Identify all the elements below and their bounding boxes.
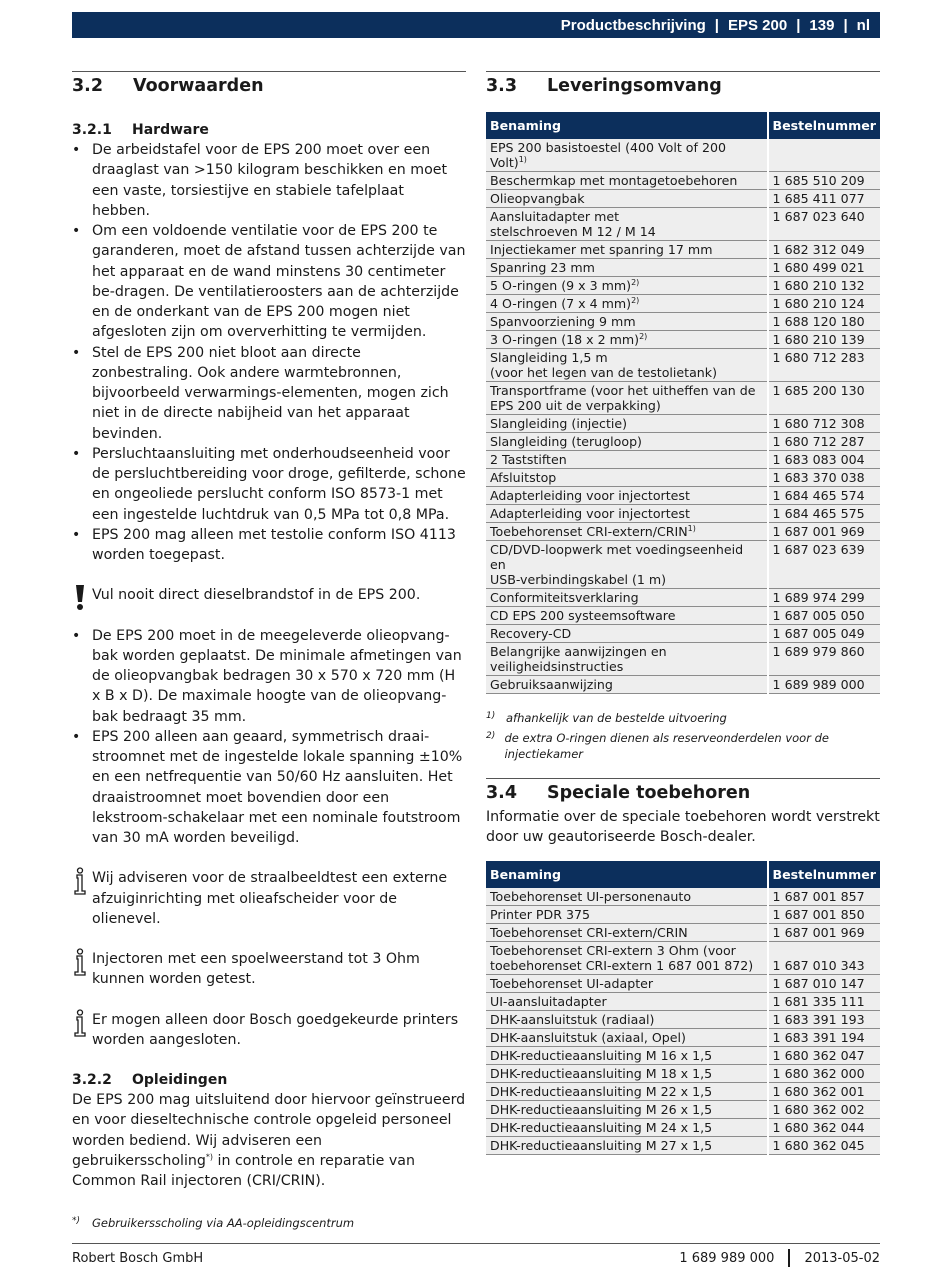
item-name-cell	[486, 241, 768, 259]
item-name: Gebruiksaanwijzing	[490, 677, 613, 692]
item-name: Adapterleiding voor injectortest	[490, 506, 690, 521]
item-name: Recovery-CD	[490, 626, 572, 641]
table-row	[486, 941, 880, 974]
order-number: 1 687 023 640	[768, 208, 880, 241]
item-name-cell	[486, 469, 768, 487]
item-name-cell	[486, 433, 768, 451]
column-header-name: Benaming	[486, 861, 768, 888]
item-name-cell	[486, 1082, 768, 1100]
item-name: Toebehorenset CRI-extern/CRIN	[490, 924, 688, 940]
order-number: 1 683 370 038	[768, 469, 880, 487]
footer-separator	[788, 1249, 790, 1267]
table-row	[486, 259, 880, 277]
list-item: • Om een voldoende ventilatie voor de EPS 200 te garanderen, moet de afstand tussen achterzijde van het apparaat en de wand minstens 30 centimeter be-dragen. De ventilatieroosters aan de achterzijde en de onderkant van de EPS 200 mogen niet afgesloten zijn om oververhitting te vermijden.	[72, 221, 466, 343]
item-name-cell	[486, 277, 768, 295]
item-name: 3 O-ringen (18 x 2 mm)	[490, 332, 640, 347]
subsection-heading-3-2-1	[72, 122, 466, 140]
order-number: 1 687 010 147	[768, 974, 880, 992]
info-text: Wij adviseren voor de straalbeeldtest een externe afzuiginrichting met olieafscheider voor de olienevel.	[92, 870, 448, 927]
order-number: 1 687 001 850	[768, 905, 880, 923]
header-product: EPS 200	[728, 16, 788, 34]
item-name-cell	[486, 607, 768, 625]
order-number: 1 684 465 575	[768, 505, 880, 523]
footnote-marker: *)	[72, 1216, 81, 1227]
item-name: DHK-aansluitstuk (axiaal, Opel)	[490, 1029, 686, 1045]
order-number: 1 689 989 000	[768, 676, 880, 694]
item-name: Belangrijke aanwijzingen en	[490, 644, 667, 659]
order-number: 1 689 979 860	[768, 643, 880, 676]
accessories-table-body	[486, 888, 880, 1155]
order-number	[768, 139, 880, 172]
item-name: 4 O-ringen (7 x 4 mm)	[490, 296, 632, 311]
table-row	[486, 523, 880, 541]
item-name-cell	[486, 541, 768, 589]
training-text: De EPS 200 mag uitsluitend door hiervoor geïnstrueerd en voor dieseltechnische controle opgeleid personeel worden bediend. Wij adviseren een gebruikersscholing	[72, 1092, 466, 1169]
table-row	[486, 643, 880, 676]
order-number: 1 680 210 124	[768, 295, 880, 313]
table-row	[486, 1118, 880, 1136]
header-separator: |	[796, 16, 801, 34]
subsection-number: 3.2.1	[72, 122, 112, 138]
order-number: 1 680 712 308	[768, 415, 880, 433]
order-number: 1 688 120 180	[768, 313, 880, 331]
order-number: 1 684 465 574	[768, 487, 880, 505]
footnote-marker: 2)	[631, 277, 640, 287]
footer-meta	[679, 1249, 880, 1267]
item-name-cell	[486, 676, 768, 694]
item-name: Toebehorenset UI-personenauto	[490, 888, 692, 904]
table-row	[486, 888, 880, 906]
accessories-table	[486, 861, 880, 1155]
item-name: DHK-reductieaansluiting M 22 x 1,5	[490, 1083, 713, 1099]
item-name-cell	[486, 172, 768, 190]
item-name-cell	[486, 589, 768, 607]
footnote-marker: 2)	[486, 731, 496, 741]
order-number: 1 680 210 139	[768, 331, 880, 349]
order-number: 1 680 712 287	[768, 433, 880, 451]
table-row	[486, 974, 880, 992]
item-name: DHK-reductieaansluiting M 18 x 1,5	[490, 1065, 713, 1081]
item-name-cell	[486, 208, 768, 241]
item-name-cell	[486, 331, 768, 349]
item-name: CD EPS 200 systeemsoftware	[490, 608, 676, 623]
table-row	[486, 415, 880, 433]
item-name: CD/DVD-loopwerk met voedingseenheid en	[490, 542, 744, 572]
table-row	[486, 607, 880, 625]
item-name: Aansluitadapter met	[490, 209, 620, 224]
list-item: • EPS 200 alleen aan geaard, symmetrisch draai-stroomnet met de ingestelde lokale spanning ±10% en een netfrequentie van 50/60 Hz aansluiten. Het draaistroomnet moet bovendien door een lekstroom-schakelaar met een nominale foutstroom van 30 mA worden beveiligd.	[72, 727, 466, 849]
list-item: • Persluchtaansluiting met onderhoudseenheid voor de persluchtbereiding voor droge, gefilterde, schone en ongeoliede perslucht conform ISO 8573-1 met een ingestelde luchtdruk van 0,5 MPa tot 0,8 MPa.	[72, 444, 466, 525]
table-row	[486, 349, 880, 382]
section-rule	[486, 778, 880, 779]
item-name: DHK-reductieaansluiting M 24 x 1,5	[490, 1119, 713, 1135]
item-name: UI-aansluitadapter	[490, 993, 607, 1009]
order-number: 1 685 200 130	[768, 382, 880, 415]
order-number: 1 683 391 194	[768, 1028, 880, 1046]
footnote-text: afhankelijk van de bestelde uitvoering	[506, 711, 727, 725]
order-number: 1 687 001 969	[768, 923, 880, 941]
item-name-cell	[486, 1028, 768, 1046]
info-icon	[72, 948, 88, 976]
footnote-text: de extra O-ringen dienen als reserveonderdelen voor de injectiekamer	[504, 731, 829, 761]
table-header-row	[486, 112, 880, 139]
info-text: Injectoren met een spoelweerstand tot 3 Ohm kunnen worden getest.	[92, 951, 420, 988]
order-number: 1 681 335 111	[768, 992, 880, 1010]
section-title: Voorwaarden	[133, 76, 264, 96]
order-number: 1 689 974 299	[768, 589, 880, 607]
order-number: 1 687 010 343	[768, 941, 880, 974]
table-row	[486, 1082, 880, 1100]
item-name: Injectiekamer met spanring 17 mm	[490, 242, 713, 257]
item-name: Toebehorenset CRI-extern/CRIN	[490, 524, 688, 539]
footnote-marker: 2)	[631, 295, 640, 305]
header-separator: |	[843, 16, 848, 34]
footer-rule	[72, 1243, 880, 1244]
column-header-name: Benaming	[486, 112, 768, 139]
item-name-cell	[486, 1100, 768, 1118]
list-item: • De arbeidstafel voor de EPS 200 moet over een draaglast van >150 kilogram beschikken en moet een vaste, torsiestijve en stabiele tafelplaat hebben.	[72, 140, 466, 221]
table-footnote-1	[486, 710, 880, 726]
order-number: 1 685 411 077	[768, 190, 880, 208]
subsection-number: 3.2.2	[72, 1072, 112, 1088]
order-number: 1 680 362 000	[768, 1064, 880, 1082]
item-name-continuation: toebehorenset CRI-extern 1 687 001 872)	[490, 957, 754, 973]
order-number: 1 687 001 857	[768, 888, 880, 906]
item-name-cell	[486, 1046, 768, 1064]
item-name-cell	[486, 974, 768, 992]
header-separator: |	[714, 16, 719, 34]
table-row	[486, 469, 880, 487]
order-number: 1 687 005 050	[768, 607, 880, 625]
table-row	[486, 1100, 880, 1118]
info-icon	[72, 867, 88, 895]
item-name: DHK-reductieaansluiting M 27 x 1,5	[490, 1137, 713, 1153]
section-heading-3-4	[486, 783, 880, 807]
training-footnote	[72, 1215, 466, 1231]
item-name: Slangleiding 1,5 m	[490, 350, 608, 365]
column-header-code: Bestelnummer	[768, 861, 880, 888]
item-name: Adapterleiding voor injectortest	[490, 488, 690, 503]
table-row	[486, 541, 880, 589]
left-column	[72, 71, 466, 1231]
item-name: Spanvoorziening 9 mm	[490, 314, 636, 329]
subsection-title: Opleidingen	[132, 1072, 228, 1088]
item-name-cell	[486, 313, 768, 331]
item-name-cell	[486, 888, 768, 906]
item-name: EPS 200 basistoestel (400 Volt of 200 Volt)	[490, 140, 726, 170]
column-header-code: Bestelnummer	[768, 112, 880, 139]
table-row	[486, 190, 880, 208]
table-row	[486, 505, 880, 523]
item-name-cell	[486, 349, 768, 382]
section-heading-3-2	[72, 76, 466, 100]
item-name-cell	[486, 643, 768, 676]
page-header	[72, 12, 880, 38]
table-row	[486, 331, 880, 349]
table-row	[486, 451, 880, 469]
list-item: • Stel de EPS 200 niet bloot aan directe zonbestraling. Ook andere warmtebronnen, bijvoorbeeld verwarmings-elementen, mogen zich niet in de directe nabijheid van het apparaat bevinden.	[72, 343, 466, 444]
table-row	[486, 277, 880, 295]
item-name: DHK-reductieaansluiting M 26 x 1,5	[490, 1101, 713, 1117]
table-row	[486, 433, 880, 451]
item-name-cell	[486, 487, 768, 505]
table-row	[486, 625, 880, 643]
order-number: 1 680 362 045	[768, 1136, 880, 1154]
order-number: 1 680 362 044	[768, 1118, 880, 1136]
right-column	[486, 71, 880, 1155]
table-row	[486, 487, 880, 505]
table-row	[486, 1010, 880, 1028]
item-name: Spanring 23 mm	[490, 260, 595, 275]
subsection-heading-3-2-2	[72, 1072, 466, 1090]
item-name-cell	[486, 415, 768, 433]
order-number: 1 687 005 049	[768, 625, 880, 643]
order-number: 1 683 083 004	[768, 451, 880, 469]
list-item: • De EPS 200 moet in de meegeleverde olieopvang-bak worden geplaatst. De minimale afmetingen van de olieopvangbak bedragen 30 x 570 x 720 mm (H x B x D). De maximale hoogte van de olieopvang-bak bedraagt 35 mm.	[72, 626, 466, 727]
table-row	[486, 905, 880, 923]
item-name-continuation: EPS 200 uit de verpakking)	[490, 398, 661, 413]
footer-document-number: 1 689 989 000	[679, 1250, 775, 1266]
delivery-table	[486, 112, 880, 694]
footnote-marker: 2)	[639, 331, 648, 341]
list-item: • EPS 200 mag alleen met testolie conform ISO 4113 worden toegepast.	[72, 525, 466, 566]
item-name-cell	[486, 1064, 768, 1082]
table-row	[486, 139, 880, 172]
item-name: Printer PDR 375	[490, 906, 590, 922]
delivery-table-body	[486, 139, 880, 694]
item-name: Beschermkap met montagetoebehoren	[490, 173, 738, 188]
item-name-cell	[486, 505, 768, 523]
order-number: 1 680 712 283	[768, 349, 880, 382]
hardware-requirements-list	[72, 140, 466, 565]
item-name-cell	[486, 295, 768, 313]
item-name-cell	[486, 139, 768, 172]
section-heading-3-3	[486, 76, 880, 100]
item-name-cell	[486, 625, 768, 643]
order-number: 1 680 362 002	[768, 1100, 880, 1118]
order-number: 1 683 391 193	[768, 1010, 880, 1028]
footnote-marker: 1)	[518, 154, 527, 164]
item-name: Toebehorenset UI-adapter	[490, 975, 654, 991]
info-note	[72, 949, 466, 990]
section-title: Speciale toebehoren	[547, 783, 751, 803]
table-row	[486, 676, 880, 694]
order-number: 1 680 362 001	[768, 1082, 880, 1100]
table-row	[486, 208, 880, 241]
order-number: 1 687 023 639	[768, 541, 880, 589]
warning-text: Vul nooit direct dieselbrandstof in de EPS 200.	[92, 587, 421, 604]
subsection-title: Hardware	[132, 122, 209, 138]
order-number: 1 687 001 969	[768, 523, 880, 541]
order-number: 1 680 499 021	[768, 259, 880, 277]
section-title: Leveringsomvang	[547, 76, 722, 96]
header-page-number: 139	[809, 16, 835, 34]
info-icon	[72, 1009, 88, 1037]
item-name: DHK-aansluitstuk (radiaal)	[490, 1011, 655, 1027]
item-name-continuation: USB-verbindingskabel (1 m)	[490, 572, 667, 587]
installation-requirements-list	[72, 626, 466, 849]
item-name: Olieopvangbak	[490, 191, 585, 206]
header-section: Productbeschrijving	[560, 16, 706, 34]
warning-exclamation-icon	[72, 584, 88, 612]
table-row	[486, 241, 880, 259]
header-language: nl	[856, 16, 870, 34]
table-footnote-2	[486, 730, 880, 762]
item-name: 5 O-ringen (9 x 3 mm)	[490, 278, 632, 293]
item-name-continuation: stelschroeven M 12 / M 14	[490, 224, 656, 239]
footer-company: Robert Bosch GmbH	[72, 1251, 204, 1266]
table-row	[486, 172, 880, 190]
order-number: 1 680 362 047	[768, 1046, 880, 1064]
section-number: 3.4	[486, 783, 518, 803]
table-row	[486, 295, 880, 313]
item-name-continuation: veiligheidsinstructies	[490, 659, 624, 674]
item-name-cell	[486, 259, 768, 277]
table-row	[486, 1064, 880, 1082]
table-row	[486, 923, 880, 941]
item-name-cell	[486, 1118, 768, 1136]
footer-date: 2013-05-02	[804, 1250, 880, 1266]
training-paragraph	[72, 1090, 466, 1191]
section-rule	[486, 71, 880, 72]
order-number: 1 685 510 209	[768, 172, 880, 190]
footnote-marker: 1)	[687, 523, 696, 533]
table-row	[486, 589, 880, 607]
item-name: Afsluitstop	[490, 470, 557, 485]
accessories-intro: Informatie over de speciale toebehoren wordt verstrekt door uw geautoriseerde Bosch-dealer.	[486, 809, 880, 846]
table-row	[486, 382, 880, 415]
table-row	[486, 1046, 880, 1064]
item-name-cell	[486, 923, 768, 941]
item-name: Conformiteitsverklaring	[490, 590, 639, 605]
item-name-cell	[486, 992, 768, 1010]
table-row	[486, 992, 880, 1010]
info-note	[72, 1010, 466, 1051]
footnote-text: Gebruikersscholing via AA-opleidingscentrum	[92, 1216, 355, 1231]
item-name-cell	[486, 905, 768, 923]
item-name: 2 Taststiften	[490, 452, 567, 467]
item-name-cell	[486, 451, 768, 469]
item-name: Slangleiding (injectie)	[490, 416, 628, 431]
item-name: DHK-reductieaansluiting M 16 x 1,5	[490, 1047, 713, 1063]
info-note	[72, 868, 466, 929]
item-name: Slangleiding (terugloop)	[490, 434, 642, 449]
item-name-cell	[486, 941, 768, 974]
table-row	[486, 1028, 880, 1046]
order-number: 1 680 210 132	[768, 277, 880, 295]
item-name-cell	[486, 1136, 768, 1154]
section-rule	[72, 71, 466, 72]
training-text: in controle en reparatie van Common Rail injectoren (CRI/CRIN).	[72, 1152, 415, 1189]
item-name-cell	[486, 523, 768, 541]
item-name-continuation: (voor het legen van de testolietank)	[490, 365, 717, 380]
table-row	[486, 1136, 880, 1154]
item-name: Transportframe (voor het uitheffen van de	[490, 383, 756, 398]
item-name: Toebehorenset CRI-extern 3 Ohm (voor	[490, 942, 736, 958]
table-header-row	[486, 861, 880, 888]
footnote-marker: *)	[205, 1152, 214, 1162]
warning-note	[72, 585, 466, 605]
table-row	[486, 313, 880, 331]
order-number: 1 682 312 049	[768, 241, 880, 259]
section-number: 3.2	[72, 76, 104, 96]
footnote-marker: 1)	[486, 711, 496, 721]
item-name-cell	[486, 190, 768, 208]
section-number: 3.3	[486, 76, 518, 96]
item-name-cell	[486, 1010, 768, 1028]
item-name-cell	[486, 382, 768, 415]
info-text: Er mogen alleen door Bosch goedgekeurde printers worden aangesloten.	[92, 1011, 459, 1048]
